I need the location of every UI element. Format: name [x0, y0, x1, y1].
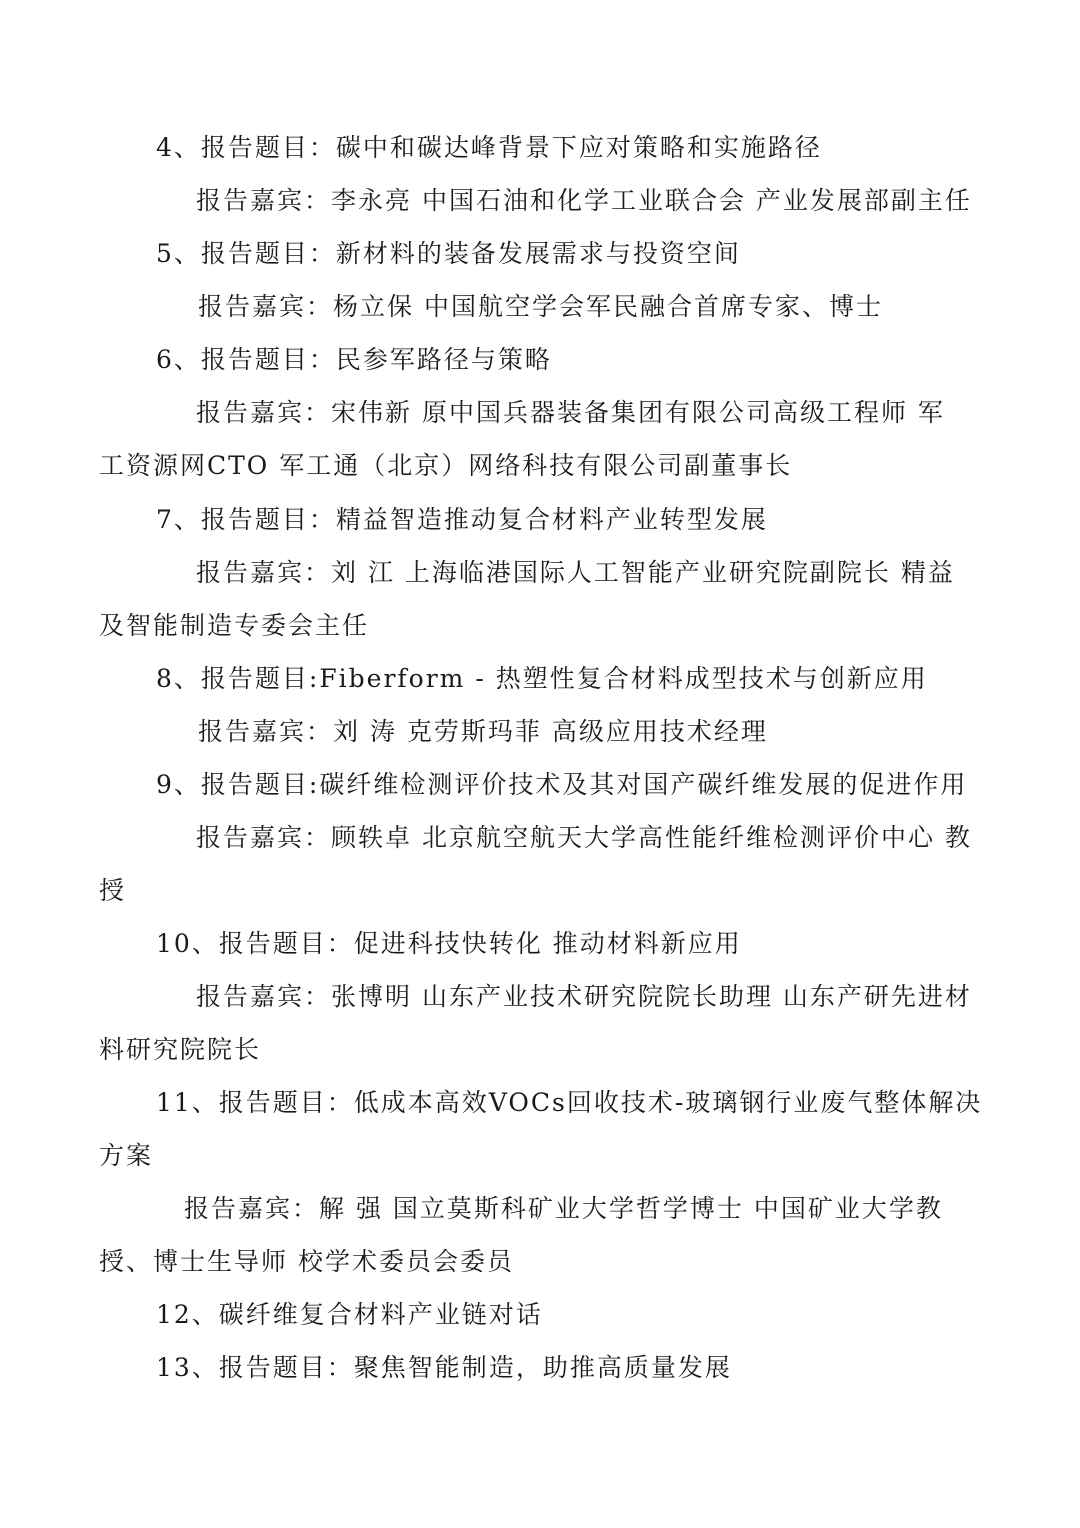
- agenda-item-6-title: 6、报告题目：民参军路径与策略: [156, 345, 552, 374]
- agenda-item-7-speaker-continued: 及智能制造专委会主任: [99, 611, 370, 640]
- agenda-item-12-title: 12、碳纤维复合材料产业链对话: [156, 1300, 543, 1329]
- agenda-item-11-title-continued: 方案: [99, 1141, 154, 1170]
- agenda-item-9-speaker-continued: 授: [99, 876, 127, 905]
- agenda-item-4-speaker: 报告嘉宾：李永亮 中国石油和化学工业联合会 产业发展部副主任: [196, 186, 972, 215]
- agenda-item-7-speaker: 报告嘉宾：刘 江 上海临港国际人工智能产业研究院副院长 精益: [196, 558, 955, 587]
- agenda-item-10-speaker-continued: 料研究院院长: [99, 1035, 262, 1064]
- agenda-item-8-title: 8、报告题目:Fiberform - 热塑性复合材料成型技术与创新应用: [156, 664, 928, 693]
- agenda-item-5-speaker: 报告嘉宾：杨立保 中国航空学会军民融合首席专家、博士: [198, 292, 883, 321]
- agenda-item-11-speaker: 报告嘉宾：解 强 国立莫斯科矿业大学哲学博士 中国矿业大学教: [184, 1194, 943, 1223]
- agenda-item-13-title: 13、报告题目：聚焦智能制造，助推高质量发展: [156, 1353, 732, 1382]
- agenda-item-10-title: 10、报告题目：促进科技快转化 推动材料新应用: [156, 929, 742, 958]
- agenda-item-11-title: 11、报告题目：低成本高效VOCs回收技术-玻璃钢行业废气整体解决: [156, 1088, 983, 1117]
- agenda-item-11-speaker-continued: 授、博士生导师 校学术委员会委员: [99, 1247, 514, 1276]
- agenda-item-9-title: 9、报告题目:碳纤维检测评价技术及其对国产碳纤维发展的促进作用: [156, 770, 968, 799]
- agenda-item-6-speaker-continued: 工资源网CTO 军工通（北京）网络科技有限公司副董事长: [99, 451, 793, 480]
- agenda-item-4-title: 4、报告题目：碳中和碳达峰背景下应对策略和实施路径: [156, 133, 822, 162]
- agenda-item-8-speaker: 报告嘉宾：刘 涛 克劳斯玛菲 高级应用技术经理: [198, 717, 768, 746]
- agenda-item-9-speaker: 报告嘉宾：顾轶卓 北京航空航天大学高性能纤维检测评价中心 教: [196, 823, 972, 852]
- agenda-item-7-title: 7、报告题目：精益智造推动复合材料产业转型发展: [156, 505, 768, 534]
- agenda-item-10-speaker: 报告嘉宾：张博明 山东产业技术研究院院长助理 山东产研先进材: [196, 982, 972, 1011]
- agenda-item-6-speaker: 报告嘉宾：宋伟新 原中国兵器装备集团有限公司高级工程师 军: [196, 398, 945, 427]
- agenda-item-5-title: 5、报告题目：新材料的装备发展需求与投资空间: [156, 239, 741, 268]
